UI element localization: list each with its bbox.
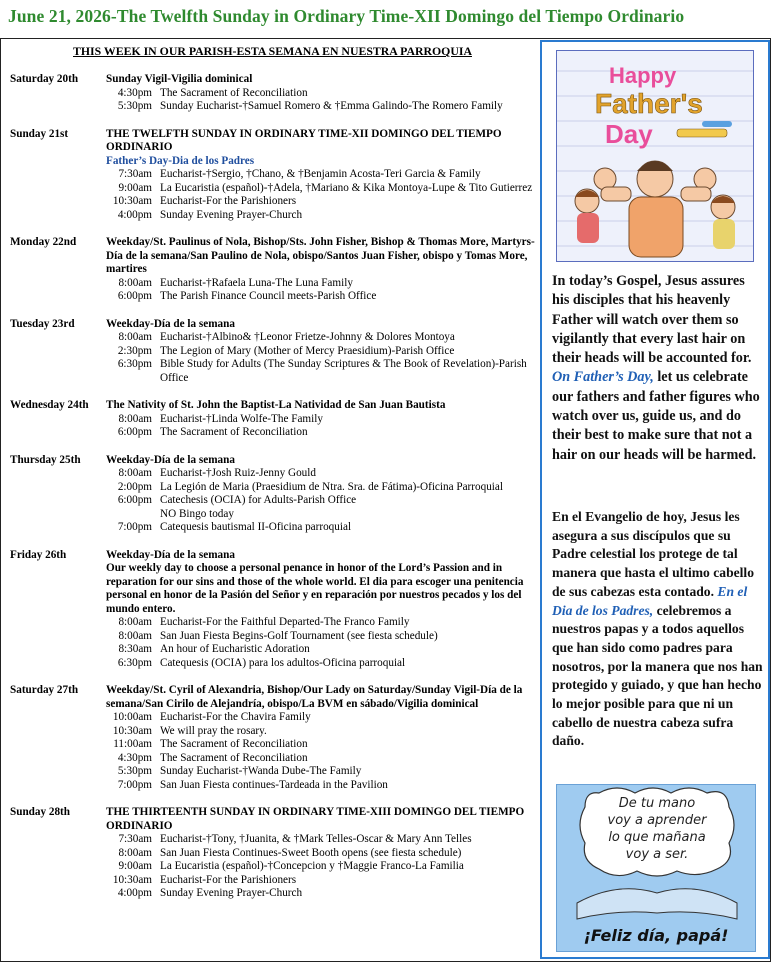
sidebar-panel [540,40,770,959]
entry-description: Eucharist-For the Chavira Family [160,711,311,723]
entry-description: The Sacrament of Reconciliation [160,426,308,438]
entry-description: La Eucaristia (español)-†Adela, †Mariano & Kika Montoya-Lupe & Tito Gutierrez [160,181,533,194]
entry-time: 7:30am [118,833,152,845]
schedule-day [10,454,535,535]
schedule-entry [106,860,535,874]
schedule-entry [106,725,535,739]
entry-time: 8:00am [118,616,152,628]
entry-description: The Legion of Mary (Mother of Mercy Praesidium)-Parish Office [160,344,455,357]
schedule-entry [106,779,535,793]
entry-description: Sunday Eucharist-†Wanda Dube-The Family [160,765,362,777]
day-description: Our weekly day to choose a personal penance in honor of the Lord’s Passion and in reparation for our sins and those of the whole world. El dia para escoger una penitencia personal en honor de la Pasión del Señor y en reparación por nuestros pecados y los del mundo entero. [106,562,524,615]
schedule-entry [106,426,535,440]
gospel-es-part2: celebremos a nuestros papas y a todos aquellos que han sido como padres para nosotros, por la manera que nos han protegido y guiado, y que han hecho lo mejor posible para que ni un cabello de nuestra cabeza sufra daño. [552,602,763,749]
gospel-en-part1: In today’s Gospel, Jesus assures his disciples that his heavenly Father will watch over them so vigilantly that every last hair on their heads will be accounted for. [552,273,752,367]
page-title: June 21, 2026-The Twelfth Sunday in Ordinary Time-XII Domingo del Tiempo Ordinario [8,6,685,26]
entry-time: 10:00am [112,711,152,723]
entry-description: Eucharist-For the Parishioners [160,873,297,886]
entry-time: 4:00pm [117,887,152,899]
entry-description: The Sacrament of Reconciliation [160,738,308,750]
schedule-entry [106,887,535,901]
entry-time: 10:30am [112,724,152,737]
entry-description: The Sacrament of Reconciliation [160,86,308,99]
day-body [106,549,535,671]
schedule-entry [106,277,535,291]
entry-description: La Legión de Maria (Praesidium de Ntra. Sra. de Fátima)-Oficina Parroquial [160,480,503,493]
entry-description: NO Bingo today [160,507,234,520]
schedule-entry [106,521,535,535]
entry-time: 7:00pm [117,521,152,533]
entry-time: 11:00am [113,738,152,750]
day-body [106,399,535,440]
entry-time: 10:30am [112,195,152,207]
schedule-day [10,399,535,440]
entry-description: We will pray the rosary. [160,724,267,737]
schedule-entry [106,738,535,752]
day-label: Sunday 21st [10,127,69,140]
gospel-en-highlight: On Father’s Day, [552,369,654,386]
happy-text: Happy [609,63,677,88]
entry-time: 8:00am [118,467,152,479]
entry-time: 8:00am [118,331,152,343]
schedule-entry [106,494,535,508]
schedule-entry [106,467,535,481]
entry-description: Sunday Evening Prayer-Church [160,887,303,899]
entry-description: The Sacrament of Reconciliation [160,751,308,764]
entry-description: Catequesis (OCIA) para los adultos-Oficina parroquial [160,656,406,669]
day-text: Day [605,119,653,149]
entry-time: 5:30pm [117,100,152,112]
schedule-entry [106,413,535,427]
gospel-reflection-spanish [552,508,764,751]
day-label: Sunday 28th [10,806,71,818]
day-label: Thursday 25th [10,453,81,466]
schedule-days [10,73,535,901]
entry-time: 4:00pm [117,208,152,221]
card-closing: ¡Feliz día, papá! [583,926,729,945]
day-body [106,128,535,223]
entry-time: 4:30pm [117,751,152,764]
schedule-entry [106,331,535,345]
entry-time: 6:00pm [117,494,152,506]
schedule-entry [106,752,535,766]
day-body [106,73,535,114]
entry-time: 8:00am [118,629,152,642]
entry-time: 8:00am [118,846,152,859]
schedule-day [10,806,535,901]
day-heading: THE THIRTEENTH SUNDAY IN ORDINARY TIME-XIII DOMINGO DEL TIEMPO ORDINARIO [106,806,525,832]
day-label: Saturday 27th [10,684,79,696]
day-heading: The Nativity of St. John the Baptist-La Natividad de San Juan Bautista [106,399,446,411]
day-heading: Weekday-Día de la semana [106,453,235,466]
entry-description: Eucharist-†Tony, †Juanita, & †Mark Telles-Oscar & Mary Ann Telles [160,833,472,845]
entry-time: 8:30am [118,643,152,655]
schedule-entry [106,847,535,861]
entry-description: Eucharist-†Sergio, †Chano, & †Benjamin Acosta-Teri Garcia & Family [160,168,481,180]
entry-time: 6:30pm [117,656,152,669]
entry-time: 9:00am [118,181,152,194]
schedule-day [10,684,535,792]
entry-description: Sunday Evening Prayer-Church [160,208,303,221]
day-label: Tuesday 23rd [10,317,75,330]
entry-time: 7:00pm [117,778,152,791]
schedule-day [10,236,535,304]
gospel-es-highlight: En el Dia de los Padres, [552,583,748,618]
day-heading: Weekday/St. Paulinus of Nola, Bishop/Sts. John Fisher, Bishop & Thomas More, Martyrs-Día de la semana/San Paulino de Nola, obispo/Santos Juan Fisher, obispo y Tomas More, martires [106,236,535,275]
entry-time: 8:00am [118,276,152,289]
entry-time: 5:30pm [117,765,152,777]
schedule-entry [106,87,535,101]
schedule-entry [106,833,535,847]
entry-time [106,508,160,522]
day-label: Friday 26th [10,548,67,561]
schedule-entry [106,358,535,385]
schedule-entry [106,765,535,779]
entry-time: 2:30pm [117,344,152,357]
entry-description: Eucharist-For the Parishioners [160,195,297,207]
entry-description: San Juan Fiesta continues-Tardeada in the Pavilion [160,778,388,791]
card-illustration [557,785,755,951]
entry-time: 4:30pm [117,86,152,99]
entry-description: San Juan Fiesta Continues-Sweet Booth opens (see fiesta schedule) [160,846,462,859]
schedule-entry [106,290,535,304]
entry-time: 6:00pm [117,290,152,302]
entry-description: Eucharist-†Albino& †Leonor Frietze-Johnny & Dolores Montoya [160,331,455,343]
day-body [106,236,535,304]
schedule-entry [106,508,535,522]
card-line-4: voy a ser. [625,847,689,862]
weekly-schedule [10,44,535,915]
entry-time: 7:30am [118,168,152,180]
card-line-1: De tu mano [618,796,696,811]
schedule-entry [106,657,535,671]
schedule-day [10,73,535,114]
day-heading: THE TWELFTH SUNDAY IN ORDINARY TIME-XII DOMINGO DEL TIEMPO ORDINARIO [106,127,502,153]
gospel-es-part1: En el Evangelio de hoy, Jesus les asegura a sus discípulos que su Padre celestial los protege de tal manera que hasta el ultimo cabello de sus cabezas esta contado. [552,509,755,599]
hands-drawing [577,889,737,919]
fathers-text: Father's [595,88,703,119]
entry-time: 6:30pm [117,358,152,370]
day-body [106,806,535,901]
entry-description: Eucharist-For the Faithful Departed-The Franco Family [160,616,410,628]
schedule-day [10,549,535,671]
schedule-entry [106,711,535,725]
fathers-day-illustration [557,51,753,261]
entry-description: Bible Study for Adults (The Sunday Scriptures & The Book of Revelation)-Parish Office [160,358,527,384]
schedule-day [10,318,535,386]
day-label: Monday 22nd [10,236,77,248]
day-label: Saturday 20th [10,73,79,85]
entry-description: The Parish Finance Council meets-Parish Office [160,290,377,302]
day-body [106,454,535,535]
fathers-day-card [556,784,756,952]
schedule-entry [106,345,535,359]
entry-time: 9:00am [118,860,152,872]
card-line-2: voy a aprender [607,813,707,828]
day-heading: Weekday-Día de la semana [106,548,235,561]
schedule-entry [106,630,535,644]
entry-description: La Eucaristia (español)-†Concepcion y †Maggie Franco-La Familia [160,860,464,872]
gospel-reflection-english [552,272,762,465]
entry-description: Eucharist-†Linda Wolfe-The Family [160,412,323,425]
entry-time: 10:30am [112,873,152,886]
schedule-entry [106,100,535,114]
card-line-3: lo que mañana [608,830,706,845]
entry-description: Sunday Eucharist-†Samuel Romero & †Emma Galindo-The Romero Family [160,100,503,112]
schedule-entry [106,195,535,209]
entry-description: Eucharist-†Josh Ruiz-Jenny Gould [160,467,316,479]
day-heading: Weekday-Día de la semana [106,317,235,330]
day-body [106,318,535,386]
entry-description: Catechesis (OCIA) for Adults-Parish Office [160,494,357,506]
schedule-entry [106,209,535,223]
day-label: Wednesday 24th [10,399,89,411]
schedule-day [10,128,535,223]
schedule-entry [106,874,535,888]
schedule-entry [106,182,535,196]
day-heading: Weekday/St. Cyril of Alexandria, Bishop/Our Lady on Saturday/Sunday Vigil-Día de la semana/San Cirilo de Alejandría, obispo/La BVM en sábado/Vigilia dominical [106,684,523,710]
entry-time: 2:00pm [117,480,152,493]
schedule-title: THIS WEEK IN OUR PARISH-ESTA SEMANA EN NUESTRA PARROQUIA [73,44,472,58]
entry-time: 8:00am [118,412,152,425]
day-body [106,684,535,792]
gospel-en-part2: let us celebrate our fathers and father figures who watch over us, guide us, and do their best to make sure that not a hair on our heads will be harmed. [552,369,760,463]
entry-time: 6:00pm [117,426,152,438]
schedule-entry [106,616,535,630]
schedule-entry [106,481,535,495]
entry-description: San Juan Fiesta Begins-Golf Tournament (see fiesta schedule) [160,629,438,642]
day-heading: Sunday Vigil-Vigilia dominical [106,73,253,85]
entry-description: Catequesis bautismal II-Oficina parroquial [160,521,352,533]
fathers-day-image [556,50,754,262]
entry-description: Eucharist-†Rafaela Luna-The Luna Family [160,276,353,289]
day-note: Father’s Day-Dia de los Padres [106,154,255,167]
entry-description: An hour of Eucharistic Adoration [160,643,310,655]
schedule-entry [106,643,535,657]
schedule-entry [106,168,535,182]
